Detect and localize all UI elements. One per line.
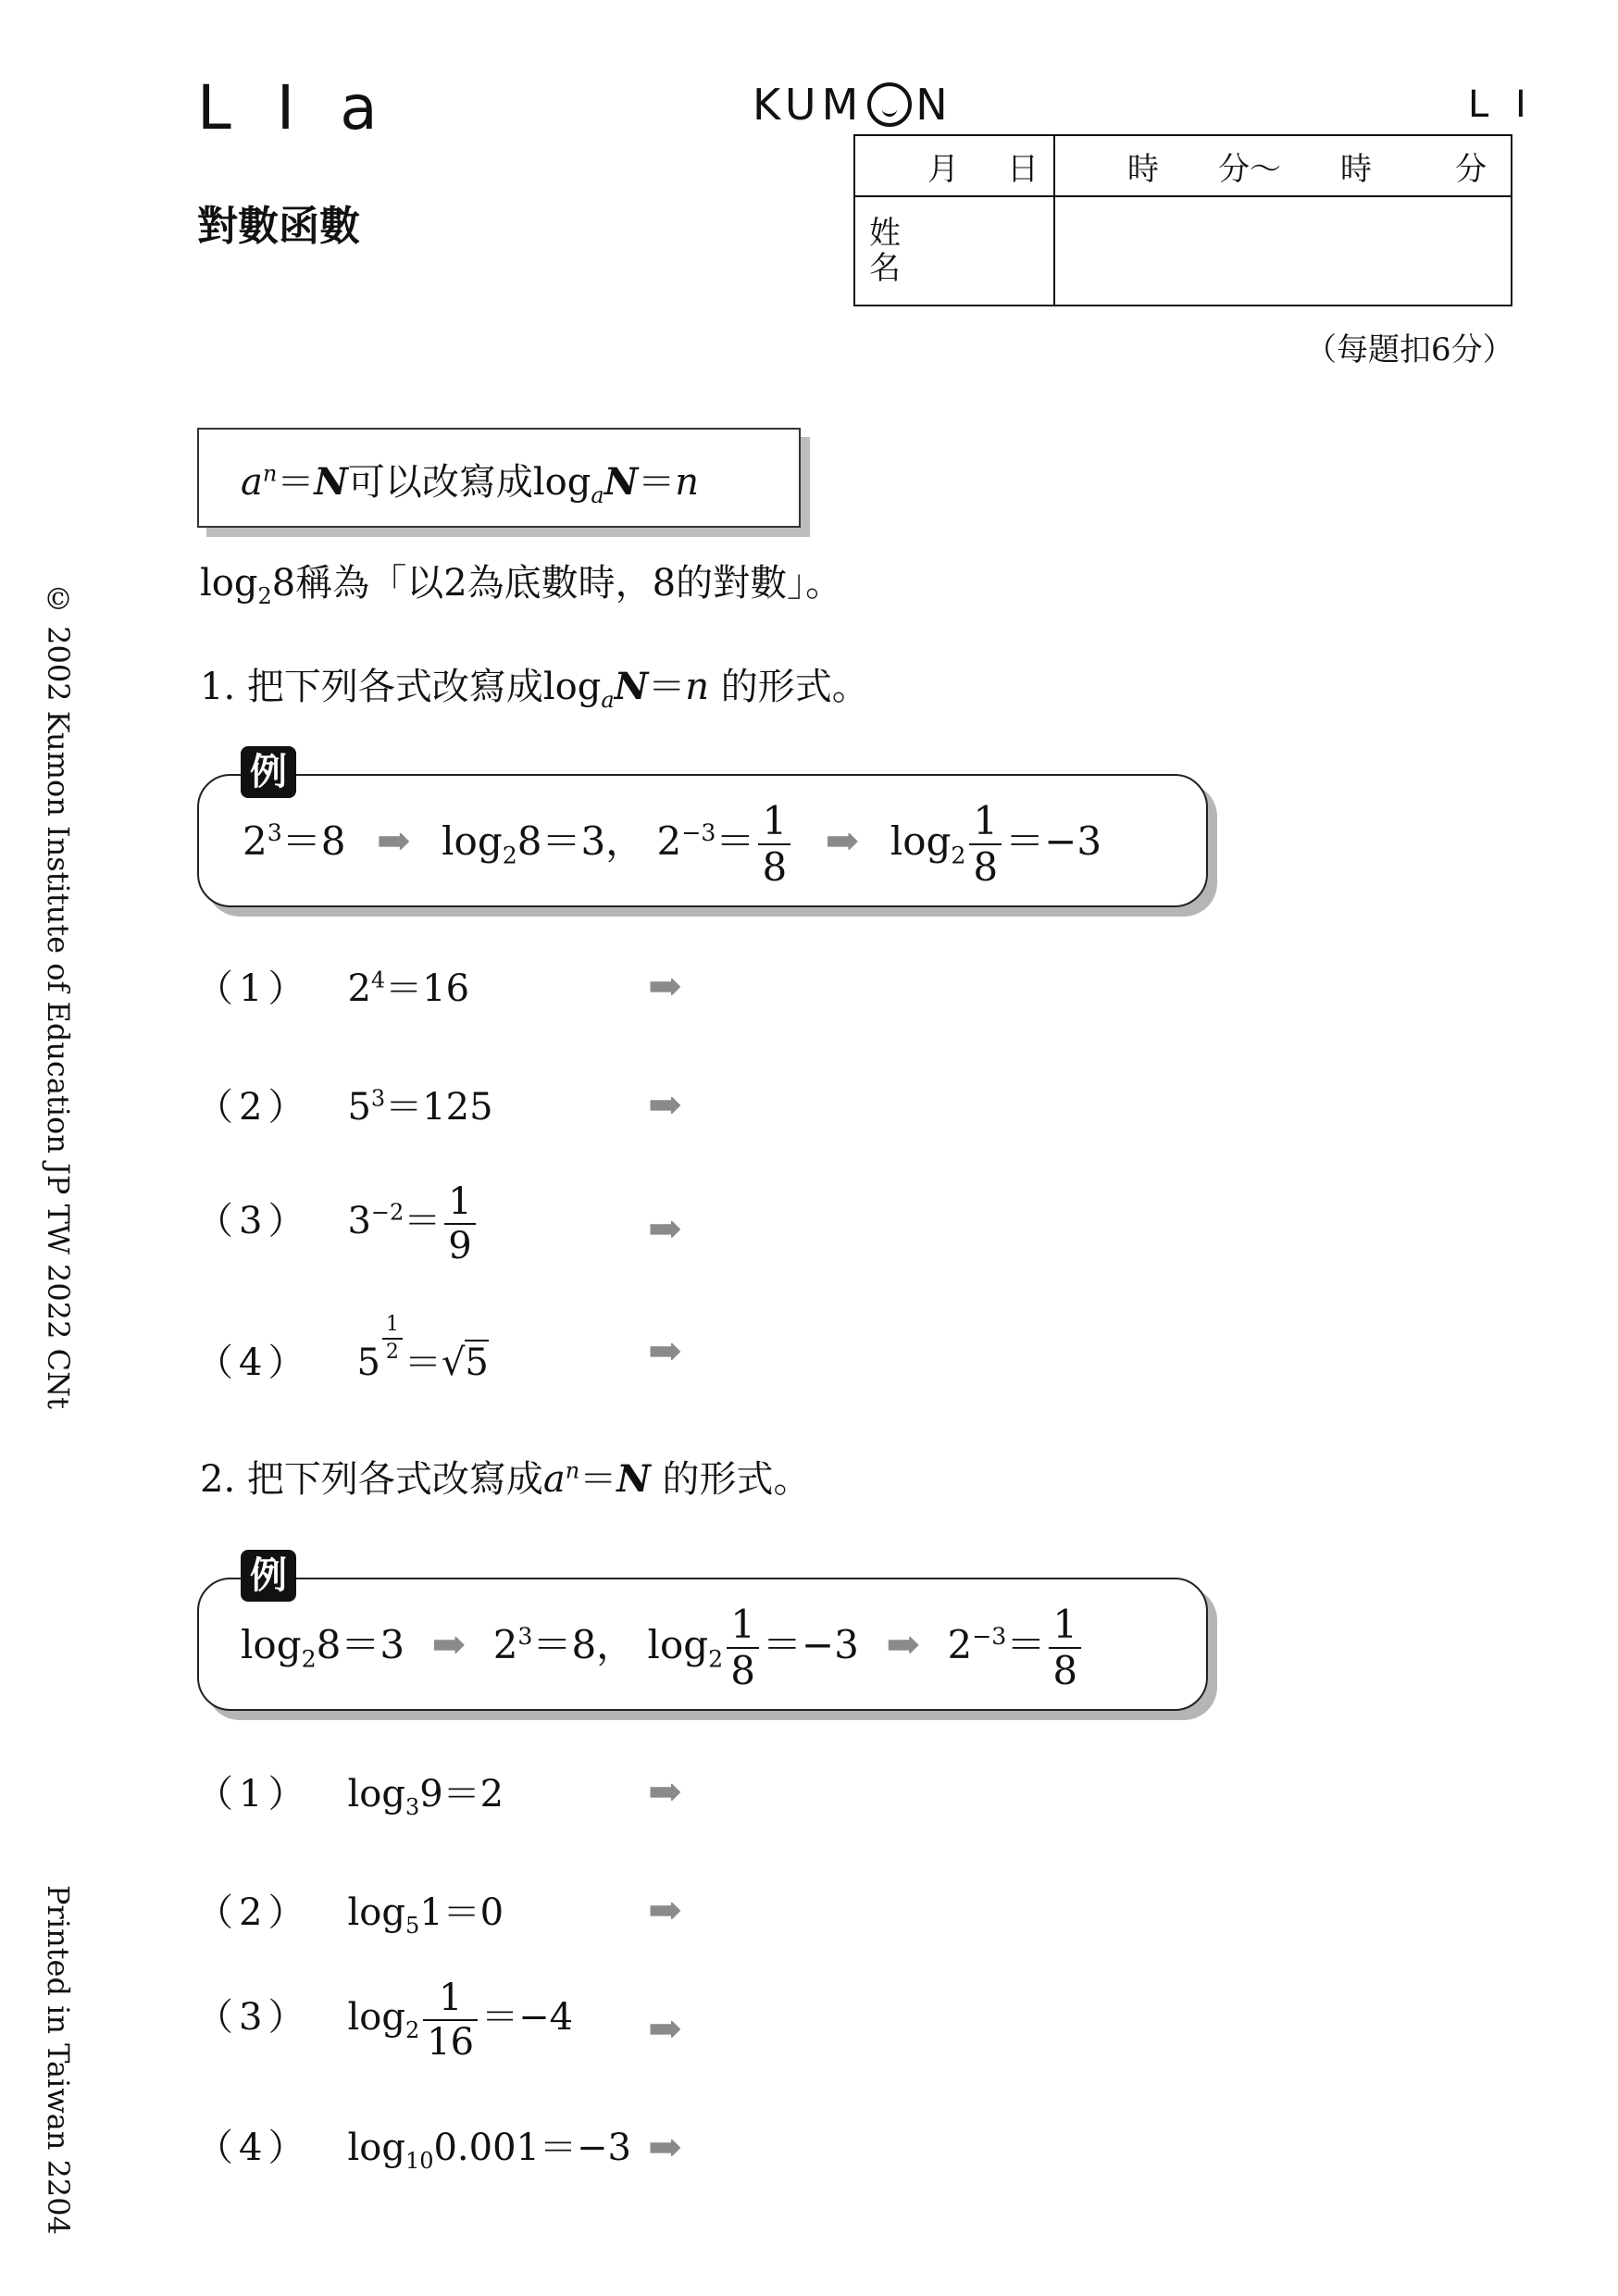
ex1-p4-num: 1 bbox=[969, 802, 1002, 845]
def-exp-n: n bbox=[262, 460, 278, 487]
item-base: 3 bbox=[404, 1794, 420, 1820]
item-exp: −2 bbox=[370, 1199, 404, 1226]
ex1-p3-eq: ＝ bbox=[716, 818, 755, 864]
q2-answer-arrow-2: ➡ bbox=[648, 1887, 682, 1934]
item-label: （2） bbox=[196, 1891, 311, 1934]
q2-answer-arrow-1: ➡ bbox=[648, 1768, 682, 1816]
def-rhs-n: n bbox=[675, 461, 700, 504]
def-base: a bbox=[591, 482, 604, 508]
q2-item-4 bbox=[196, 2118, 631, 2174]
item-base: 5 bbox=[356, 1341, 380, 1384]
item-log: log bbox=[347, 1996, 405, 2039]
item-log: log bbox=[347, 1891, 405, 1934]
q1-example-tag: 例 bbox=[241, 746, 296, 798]
item-rest: 9＝2 bbox=[419, 1773, 504, 1816]
q1-form-log: log bbox=[542, 666, 602, 708]
month-label: 月 bbox=[927, 150, 959, 188]
q2-answer-arrow-3: ➡ bbox=[648, 2005, 682, 2053]
name-label-cell bbox=[854, 196, 1054, 306]
ex2-p1-base: 2 bbox=[301, 1645, 317, 1673]
logo-right: N bbox=[915, 80, 953, 130]
ex2-p3-base: 2 bbox=[708, 1645, 724, 1673]
ex2-p3-rhs: ＝−3 bbox=[762, 1622, 859, 1667]
item-label: （1） bbox=[196, 1773, 311, 1816]
q2-item-1 bbox=[196, 1765, 504, 1820]
item-rhs: ＝125 bbox=[385, 1086, 493, 1129]
ex1-p1-exp: 3 bbox=[267, 819, 282, 846]
item-base: 2 bbox=[404, 2017, 420, 2043]
q2-form-N: N bbox=[616, 1457, 651, 1501]
copyright-text: © 2002 Kumon Institute of Education JP TW 2022 CNt bbox=[41, 581, 76, 1409]
item-log: log bbox=[347, 2127, 405, 2169]
ex1-p1-rhs: ＝8 bbox=[281, 818, 346, 864]
name-input-cell[interactable] bbox=[1054, 196, 1512, 306]
def-eq: ＝ bbox=[277, 461, 315, 504]
item-log: log bbox=[347, 1773, 405, 1816]
ex2-p1-log: log bbox=[241, 1622, 302, 1667]
item-base: 10 bbox=[404, 2148, 434, 2174]
ex2-p2-exp: 3 bbox=[517, 1623, 533, 1650]
ex2-p4-num: 1 bbox=[1049, 1605, 1081, 1649]
item-base: 2 bbox=[347, 967, 371, 1010]
q2-form-a: a bbox=[542, 1458, 566, 1501]
q1-answer-arrow-3: ➡ bbox=[648, 1205, 682, 1253]
item-den: 9 bbox=[448, 1225, 472, 1267]
ex1-p4-base: 2 bbox=[951, 842, 966, 869]
item-base: 3 bbox=[347, 1200, 371, 1242]
q1-item-2 bbox=[196, 1078, 493, 1130]
sheet-code: L I bbox=[1468, 83, 1534, 126]
ex2-p2-rest: ＝8， bbox=[532, 1622, 636, 1667]
item-base: 5 bbox=[404, 1913, 420, 1939]
item-eq: ＝ bbox=[404, 1200, 442, 1242]
ex2-p3-log: log bbox=[647, 1622, 709, 1667]
item-label: （1） bbox=[196, 967, 311, 1010]
ex1-p3-den: 8 bbox=[762, 844, 788, 890]
ex1-p2-base: 2 bbox=[502, 842, 517, 869]
ex1-p4-fraction bbox=[969, 798, 1002, 890]
ex1-p3-exp: −3 bbox=[681, 819, 716, 846]
q1-item-1 bbox=[196, 959, 469, 1012]
def-log: log bbox=[532, 461, 591, 504]
q2-form-eq: ＝ bbox=[579, 1458, 617, 1501]
ex1-p1-base: 2 bbox=[243, 818, 268, 864]
q2-item-3 bbox=[196, 1977, 574, 2064]
def-a: a bbox=[241, 461, 263, 504]
ex1-p3-base: 2 bbox=[656, 818, 682, 864]
item-exp: 3 bbox=[370, 1085, 386, 1112]
item-radicand: 5 bbox=[465, 1341, 489, 1384]
hour-start-label: 時 bbox=[1127, 150, 1159, 188]
ex2-p3-fraction bbox=[727, 1602, 759, 1693]
day-label: 日 bbox=[1007, 150, 1039, 188]
q2-instruction bbox=[200, 1450, 811, 1503]
item-base: 5 bbox=[347, 1086, 371, 1129]
definition-formula bbox=[241, 453, 699, 508]
ex2-p4-den: 8 bbox=[1052, 1648, 1078, 1693]
item-label: （3） bbox=[196, 1200, 311, 1242]
q1-item-4 bbox=[196, 1315, 489, 1386]
ex1-p2-log: log bbox=[442, 818, 503, 864]
logo-left: KUM bbox=[753, 80, 865, 130]
name-label: 姓名 bbox=[869, 215, 901, 287]
item-exp: 4 bbox=[370, 967, 386, 993]
ex2-p4-fraction bbox=[1049, 1602, 1081, 1693]
item-num: 1 bbox=[444, 1183, 475, 1225]
arrow-icon: ➡ bbox=[431, 1621, 467, 1668]
q2-form-n: n bbox=[565, 1457, 580, 1484]
q1-item-3 bbox=[196, 1180, 479, 1267]
ex1-p4-den: 8 bbox=[973, 844, 999, 890]
item-eq: ＝ bbox=[404, 1341, 442, 1384]
ex2-p2-base: 2 bbox=[492, 1622, 518, 1667]
q2-item-2 bbox=[196, 1883, 504, 1939]
item-fraction bbox=[444, 1180, 475, 1267]
q1-number: 1. bbox=[200, 666, 236, 708]
date-name-table bbox=[853, 134, 1512, 306]
def-N2: N bbox=[604, 460, 639, 504]
arrow-icon: ➡ bbox=[825, 817, 860, 865]
q2-example-line bbox=[241, 1602, 1085, 1693]
minute-end-label: 分 bbox=[1455, 150, 1487, 188]
q2-text: 把下列各式改寫成 bbox=[246, 1458, 543, 1501]
note-text: 稱為「以2為底數時，8的對數」。 bbox=[295, 562, 843, 605]
q2-answer-arrow-4: ➡ bbox=[648, 2124, 682, 2171]
level-code: L I a bbox=[197, 72, 391, 144]
q1-form-eq: ＝ bbox=[648, 666, 686, 708]
q1-answer-arrow-4: ➡ bbox=[648, 1328, 682, 1375]
ex1-p4-rhs: ＝−3 bbox=[1005, 818, 1102, 864]
ex2-p1-rest: 8＝3 bbox=[316, 1622, 405, 1667]
item-rest: 1＝0 bbox=[419, 1891, 504, 1934]
item-exp-fraction bbox=[382, 1315, 403, 1363]
arrow-icon: ➡ bbox=[886, 1621, 921, 1668]
q1-form-N: N bbox=[614, 665, 649, 708]
definition-box bbox=[197, 428, 801, 528]
def-N: N bbox=[314, 460, 348, 504]
page-title: 對數函數 bbox=[197, 203, 360, 250]
note-arg: 8 bbox=[271, 562, 296, 605]
printed-text: Printed in Taiwan 2204 bbox=[41, 1885, 76, 2235]
q1-answer-arrow-2: ➡ bbox=[648, 1081, 682, 1129]
ex2-p3-num: 1 bbox=[727, 1605, 759, 1649]
item-label: （2） bbox=[196, 1086, 311, 1129]
item-label: （4） bbox=[196, 2127, 311, 2169]
q2-number: 2. bbox=[200, 1458, 236, 1501]
ex1-p2-rest: 8＝3， bbox=[517, 818, 645, 864]
item-rest: 0.001＝−3 bbox=[433, 2127, 631, 2169]
q2-text-end: 的形式。 bbox=[662, 1458, 811, 1501]
minute-start-label: 分〜 bbox=[1218, 150, 1281, 188]
log-note bbox=[200, 554, 842, 609]
ex2-p4-exp: −3 bbox=[972, 1623, 1007, 1650]
smile-logo-icon bbox=[867, 82, 912, 127]
sqrt-symbol: √ bbox=[441, 1341, 466, 1384]
time-cell[interactable] bbox=[1054, 135, 1512, 196]
ex2-p4-eq: ＝ bbox=[1006, 1622, 1046, 1667]
def-text: 可以改寫成 bbox=[347, 461, 533, 504]
item-exp-den: 2 bbox=[385, 1341, 399, 1364]
item-rhs: ＝−4 bbox=[481, 1996, 574, 2039]
ex1-p4-log: log bbox=[890, 818, 952, 864]
ex1-p3-fraction bbox=[758, 798, 790, 890]
item-fraction bbox=[423, 1977, 478, 2064]
q1-answer-arrow-1: ➡ bbox=[648, 963, 682, 1010]
item-rhs: ＝16 bbox=[385, 967, 470, 1010]
score-note: （每題扣6分） bbox=[1305, 331, 1514, 368]
def-eq2: ＝ bbox=[638, 461, 676, 504]
note-base: 2 bbox=[257, 583, 272, 609]
ex2-p4-base: 2 bbox=[947, 1622, 973, 1667]
item-num: 1 bbox=[423, 1979, 478, 2021]
arrow-icon: ➡ bbox=[376, 817, 411, 865]
q1-text: 把下列各式改寫成 bbox=[246, 666, 543, 708]
q1-example-line bbox=[243, 798, 1102, 890]
item-exp-num: 1 bbox=[382, 1315, 403, 1340]
item-label: （3） bbox=[196, 1996, 311, 2039]
q1-instruction bbox=[200, 657, 869, 713]
q2-example-tag: 例 bbox=[241, 1550, 296, 1602]
date-cell[interactable] bbox=[854, 135, 1054, 196]
ex2-p3-den: 8 bbox=[730, 1648, 755, 1693]
q1-text-end: 的形式。 bbox=[720, 666, 869, 708]
item-label: （4） bbox=[196, 1341, 311, 1384]
hour-end-label: 時 bbox=[1340, 150, 1372, 188]
kumon-logo bbox=[753, 80, 953, 130]
q1-form-n: n bbox=[685, 666, 710, 708]
note-log: log bbox=[200, 562, 258, 605]
ex1-p3-num: 1 bbox=[758, 802, 790, 845]
q1-form-base: a bbox=[601, 687, 615, 713]
item-den: 16 bbox=[427, 2021, 475, 2064]
